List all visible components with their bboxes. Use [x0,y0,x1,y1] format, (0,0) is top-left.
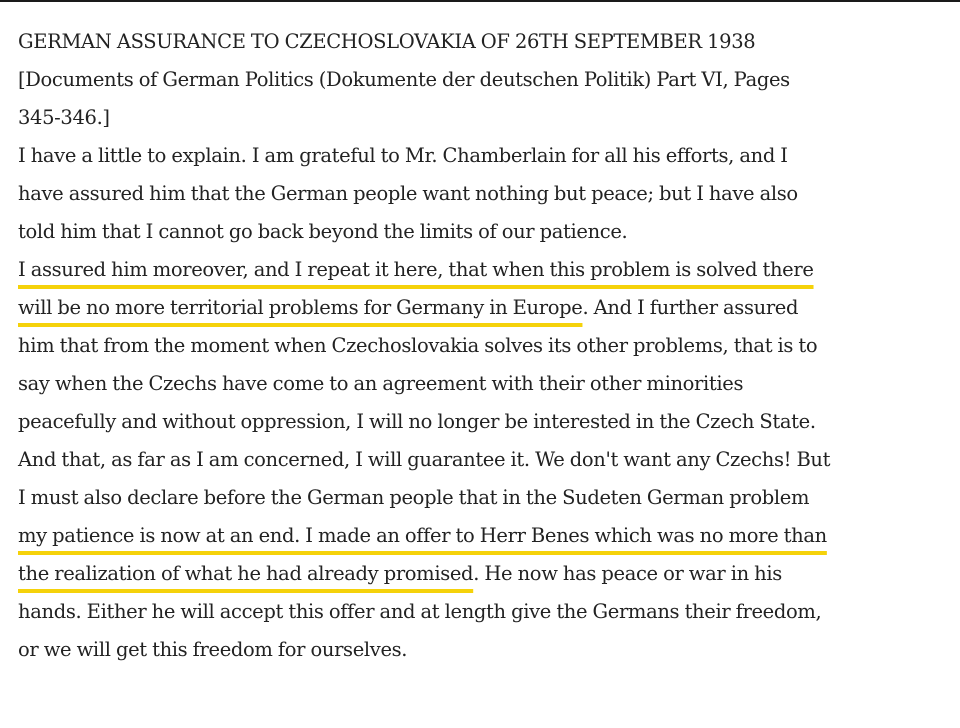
text-line: And that, as far as I am concerned, I will guarantee it. We don't want any Czechs! But [18,448,831,471]
highlighted-passage: the realization of what he had already promised [18,562,474,585]
text-line-highlighted [18,555,948,593]
text-run: . He now has peace or war in his [473,562,782,585]
text-line: I must also declare before the German people that in the Sudeten German problem [18,486,810,509]
text-line-highlighted [18,251,948,289]
text-line: I have a little to explain. I am grateful to Mr. Chamberlain for all his efforts, and I [18,144,788,167]
text-line: have assured him that the German people want nothing but peace; but I have also [18,182,798,205]
text-line-highlighted [18,517,948,555]
source-citation-line-2: 345-346.] [18,106,110,129]
highlighted-passage: will be no more territorial problems for Germany in Europe [18,296,583,319]
highlighted-passage: my patience is now at an end. I made an offer to Herr Benes which was no more than [18,524,827,547]
document-body [18,23,948,669]
text-line: say when the Czechs have come to an agreement with their other minorities [18,372,744,395]
text-line: hands. Either he will accept this offer and at length give the Germans their freedom, [18,600,822,623]
text-line-highlighted [18,289,948,327]
text-line: him that from the moment when Czechoslovakia solves its other problems, that is to [18,334,818,357]
top-rule [0,0,960,2]
text-run: . And I further assured [582,296,799,319]
text-line: or we will get this freedom for ourselves. [18,638,408,661]
document-title: GERMAN ASSURANCE TO CZECHOSLOVAKIA OF 26TH SEPTEMBER 1938 [18,30,756,53]
text-line: peacefully and without oppression, I will no longer be interested in the Czech State. [18,410,816,433]
source-citation-line-1: [Documents of German Politics (Dokumente der deutschen Politik) Part VI, Pages [18,68,790,91]
text-line: told him that I cannot go back beyond the limits of our patience. [18,220,628,243]
highlighted-passage: I assured him moreover, and I repeat it here, that when this problem is solved there [18,258,814,281]
